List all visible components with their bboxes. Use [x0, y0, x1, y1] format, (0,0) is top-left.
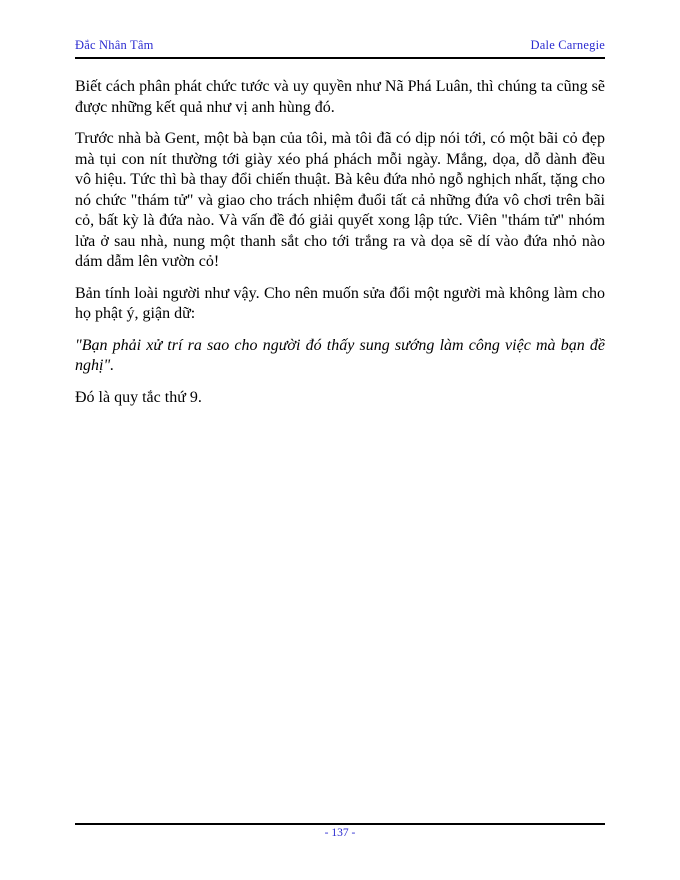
paragraph: Đó là quy tắc thứ 9. [75, 388, 202, 406]
page-header [75, 0, 605, 59]
page-number: - 137 - [324, 827, 356, 839]
header-author-name: Dale Carnegie [530, 38, 605, 52]
header-book-title: Đắc Nhân Tâm [75, 38, 154, 52]
paragraph: Bản tính loài người như vậy. Cho nên muốn sửa đổi một người mà không làm cho họ phật ý, giận dữ: [75, 284, 605, 322]
paragraph-quote: "Bạn phải xử trí ra sao cho người đó thấy sung sướng làm công việc mà bạn đề nghị". [75, 336, 605, 374]
paragraph: Trước nhà bà Gent, một bà bạn của tôi, mà tôi đã có dịp nói tới, có một bãi cỏ đẹp mà tụi con nít thường tới giày xéo phá phách mỗi ngày. Mắng, dọa, dỗ dành đều vô hiệu. Tức thì bà thay đổi chiến thuật. Bà kêu đứa nhỏ ngỗ nghịch nhất, tặng cho nó chức "thám tử" và giao cho trách nhiệm đuổi tất cả những đứa vô chơi trên bãi cỏ, bất kỳ là đứa nào. Và vấn đề đó giải quyết xong lập tức. Viên "thám tử" nhóm lửa ở sau nhà, nung một thanh sắt cho tới trắng ra và dọa sẽ dí vào đứa nhỏ nào dám dẫm lên vườn cỏ! [75, 130, 605, 270]
page-footer [75, 823, 605, 839]
paragraph: Biết cách phân phát chức tước và uy quyền như Nã Phá Luân, thì chúng ta cũng sẽ được những kết quả như vị anh hùng đó. [75, 78, 605, 116]
page-body [75, 77, 605, 408]
